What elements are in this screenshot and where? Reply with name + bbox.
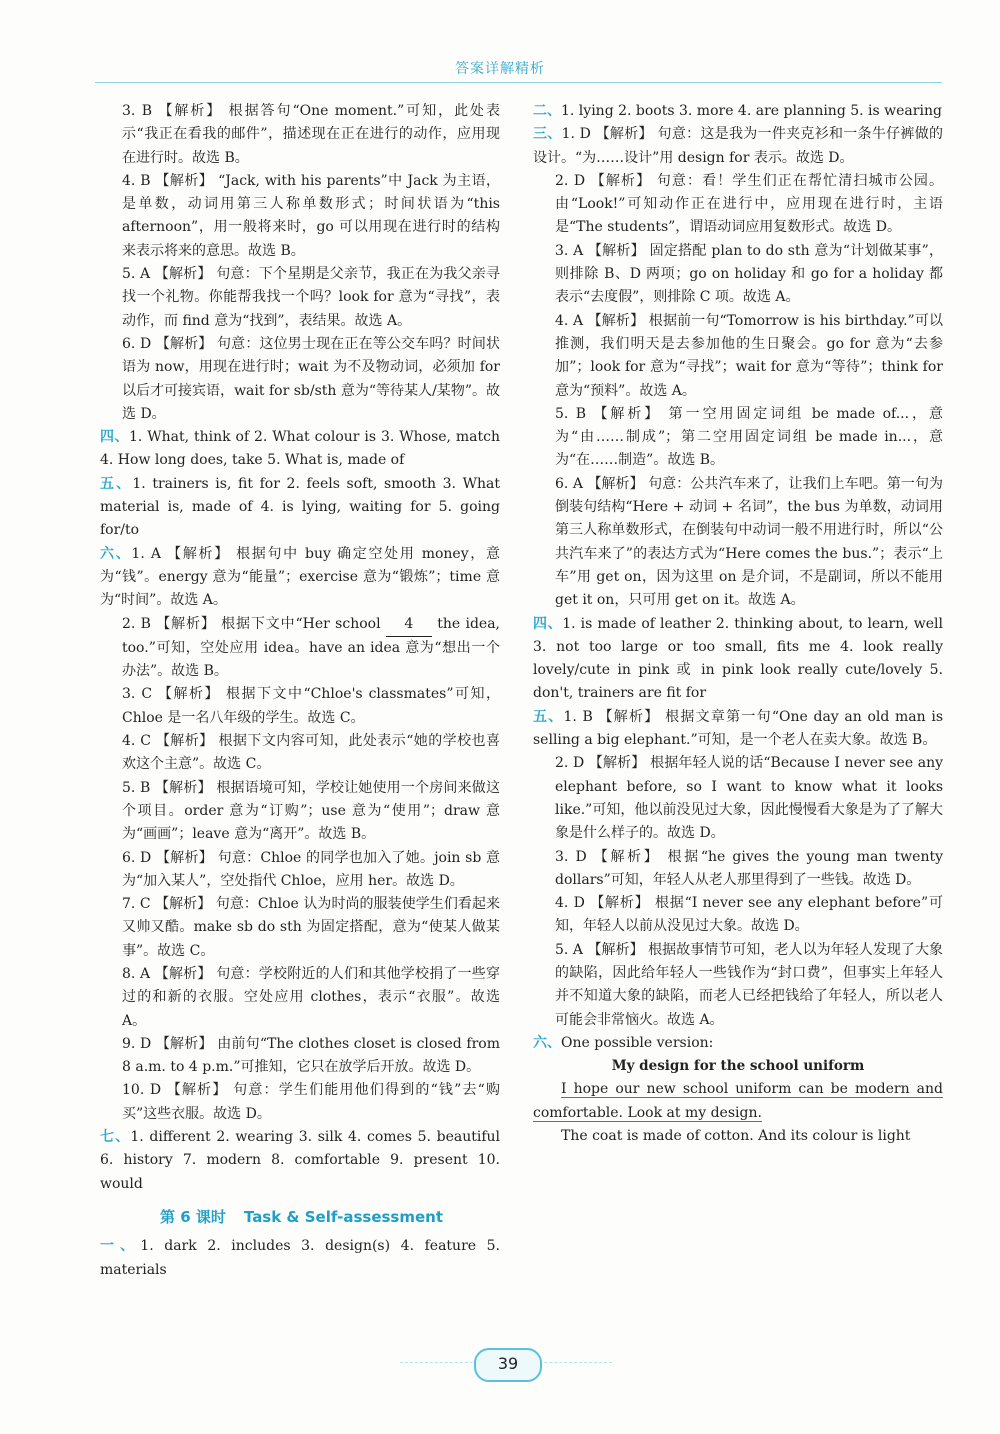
section-four	[533, 613, 943, 706]
section-six	[533, 1032, 943, 1055]
left-column	[100, 100, 500, 1282]
section-answers: 1. What, think of 2. What colour is 3. Whose, match 4. How long does, take 5. What is, made of	[100, 429, 501, 469]
section-answers: 1. different 2. wearing 3. silk 4. comes 5. beautiful 6. history 7. modern 8. comfortable 9. present 10. would	[100, 1129, 501, 1192]
section-answers: 1. trainers is, fit for 2. feels soft, smooth 3. What material is, made of 4. is lying, waiting for 5. going for/to	[100, 475, 501, 539]
answer-item: 2. D 【解析】 根据年轻人说的话“Because I never see any elephant before, so I want to know what it looks like.”可知，他以前没见过大象，因此慢慢看大象是为了了解大象是什么样子的。故选 D。	[555, 755, 943, 842]
answer-text: 2. B 【解析】 根据下文中“Her school	[122, 615, 381, 632]
lesson-title: Task & Self-assessment	[243, 1207, 444, 1226]
answer-item: 6. D 【解析】 句意：这位男士现在正在等公交车吗？时间状语为 now，用现在进行时；wait 为不及物动词，必须加 for 以后才可接宾语，wait for sb/sth 意为“等待某人/某物”。故选 D。	[122, 335, 500, 422]
answer-item: 3. B 【解析】 根据答句“One moment.”可知，此处表示“我正在看我的邮件”，描述现在正在进行的动作，应用现在进行时。故选 B。	[122, 103, 500, 166]
answer-item: 4. A 【解析】 根据前一句“Tomorrow is his birthday.”可以推测，我们明天是去参加他的生日聚会。go for 意为“去参加”；look for 意为“寻找”；wait for 意为“等待”；think for 意为“预料”。故选 A。	[555, 312, 943, 399]
section-answers: One possible version:	[561, 1034, 714, 1051]
right-column	[533, 100, 943, 1148]
answer-item: 6. D 【解析】 句意：Chloe 的同学也加入了她。join sb 意为“加入某人”，空处指代 Chloe，应用 her。故选 D。	[122, 849, 500, 889]
answer-item: 9. D 【解析】 由前句“The clothes closet is closed from 8 a.m. to 4 p.m.”可推知，它只在放学后开放。故选 D。	[122, 1035, 500, 1076]
answer-item: 4. D 【解析】 根据“I never see any elephant before”可知，年轻人以前从没见过大象。故选 D。	[555, 895, 943, 935]
answer-item: 3. D 【解析】 根据“he gives the young man twenty dollars”可知，年轻人从老人那里得到了一些钱。故选 D。	[555, 848, 943, 888]
essay-underlined-text: I hope our new school uniform can be modern and comfortable. Look at my design.	[533, 1081, 943, 1121]
section-one	[100, 1235, 500, 1282]
blank-number: 4	[386, 613, 432, 637]
answer-item	[100, 613, 500, 684]
section-answers: 1. dark 2. includes 3. design(s) 4. feature 5. materials	[100, 1238, 500, 1278]
lesson-heading	[100, 1206, 500, 1229]
answer-item: 5. B 【解析】 根据语境可知，学校让她使用一个房间来做这个项目。order 意为“订购”；use 意为“使用”；draw 意为“画画”；leave 意为“离开”。故选 B。	[122, 779, 500, 843]
answer-item: 8. A 【解析】 句意：学校附近的人们和其他学校捐了一些穿过的和新的衣服。空处应用 clothes，表示“衣服”。故选 A。	[122, 965, 500, 1029]
answer-item: 4. B 【解析】 “Jack, with his parents”中 Jack 为主语，是单数，动词用第三人称单数形式；时间状语为“this afternoon”，用一般将来时，go 可以用现在进行时的结构来表示将来的意思。故选 B。	[122, 172, 500, 259]
answer-item: 7. C 【解析】 句意：Chloe 认为时尚的服装使学生们看起来又帅又酷。make sb do sth 为固定搭配，意为“使某人做某事”。故选 C。	[122, 896, 500, 959]
section-label: 六、	[100, 545, 132, 562]
section-answers: 1. lying 2. boots 3. more 4. are planning 5. is wearing	[561, 103, 942, 119]
answer-text: the idea, too.”可知，空处应用 idea。have an idea 意为“想出一个办法”。故选 B。	[122, 615, 500, 680]
section-four	[100, 426, 500, 473]
section-label: 四、	[100, 429, 129, 446]
header-divider	[95, 82, 942, 83]
page-number: 39	[474, 1348, 542, 1382]
answer-item: 5. B 【解析】 第一空用固定词组 be made of...，意为“由……制成”；第二空用固定词组 be made in...，意为“在……制造”。故选 B。	[555, 405, 943, 469]
answer-item: 1. D 【解析】 句意：这是我为一件夹克衫和一条牛仔裤做的设计。“为……设计”用 design for 表示。故选 D。	[533, 126, 943, 166]
answer-item: 3. C 【解析】 根据下文中“Chloe's classmates”可知，Chloe 是一名八年级的学生。故选 C。	[122, 686, 500, 726]
essay-title: My design for the school uniform	[611, 1058, 865, 1075]
essay-paragraph	[533, 1078, 943, 1125]
section-label: 一、	[100, 1238, 141, 1255]
section-two	[533, 100, 943, 123]
section-label: 五、	[100, 475, 133, 492]
section-five	[100, 473, 500, 543]
answer-item: 2. D 【解析】 句意：看！学生们正在帮忙清扫城市公园。由“Look!”可知动作正在进行中，应用现在进行时，主语是“The students”，谓语动词应用复数形式。故选 D。	[555, 172, 943, 236]
section-answers: 1. is made of leather 2. thinking about, to learn, well 3. not too large or too small, fits me 4. look really lovely/cute in pink 或 in pink look really cute/lovely 5. don't, trainers are fit for	[533, 615, 944, 702]
section-six	[100, 543, 500, 613]
section-label: 二、	[533, 103, 561, 119]
section-label: 五、	[533, 708, 564, 725]
section-label: 四、	[533, 615, 563, 632]
section-label: 三、	[533, 126, 562, 143]
answer-item: 1. B 【解析】 根据文章第一句“One day an old man is selling a big elephant.”可知，是一个老人在卖大象。故选 B。	[533, 708, 943, 749]
answer-item: 3. A 【解析】 固定搭配 plan to do sth 意为“计划做某事”，则排除 B、D 两项；go on holiday 和 go for a holiday 都表示“去度假”，则排除 C 项。故选 A。	[555, 242, 943, 306]
lesson-number: 第 6 课时	[160, 1207, 226, 1226]
page-header-title: 答案详解精析	[455, 61, 545, 77]
section-three	[533, 123, 943, 170]
section-label: 六、	[533, 1034, 561, 1051]
essay-paragraph: The coat is made of cotton. And its colour is light	[561, 1128, 911, 1145]
answer-item: 4. C 【解析】 根据下文内容可知，此处表示“她的学校也喜欢这个主意”。故选 C。	[122, 733, 500, 773]
section-five	[533, 706, 943, 753]
answer-item: 5. A 【解析】 根据故事情节可知，老人以为年轻人发现了大象的缺陷，因此给年轻人一些钱作为“封口费”，但事实上年轻人并不知道大象的缺陷，而老人已经把钱给了年轻人，所以老人可能会非常恼火。故选 A。	[555, 941, 943, 1028]
answer-item: 10. D 【解析】 句意：学生们能用他们得到的“钱”去“购买”这些衣服。故选 D。	[122, 1082, 500, 1122]
section-label: 七、	[100, 1129, 131, 1146]
answer-item: 5. A 【解析】 句意：下个星期是父亲节，我正在为我父亲寻找一个礼物。你能帮我找一个吗？look for 意为“寻找”，表动作，而 find 意为“找到”，表结果。故选 A。	[122, 266, 500, 329]
answer-item: 6. A 【解析】 句意：公共汽车来了，让我们上车吧。第一句为倒装句结构“Here + 动词 + 名词”，the bus 为单数，动词用第三人称单数形式，在倒装句中动词一般不用进行时，所以“公共汽车来了”的表达方式为“Here comes the bus.”；表示“上车”用 get on，因为这里 on 是介词，不是副词，所以不能用 get it on，只可用 get on it。故选 A。	[555, 475, 943, 609]
answer-item: 1. A 【解析】 根据句中 buy 确定空处用 money，意为“钱”。energy 意为“能量”；exercise 意为“锻炼”；time 意为“时间”。故选 A。	[100, 545, 500, 609]
section-seven	[100, 1126, 500, 1196]
